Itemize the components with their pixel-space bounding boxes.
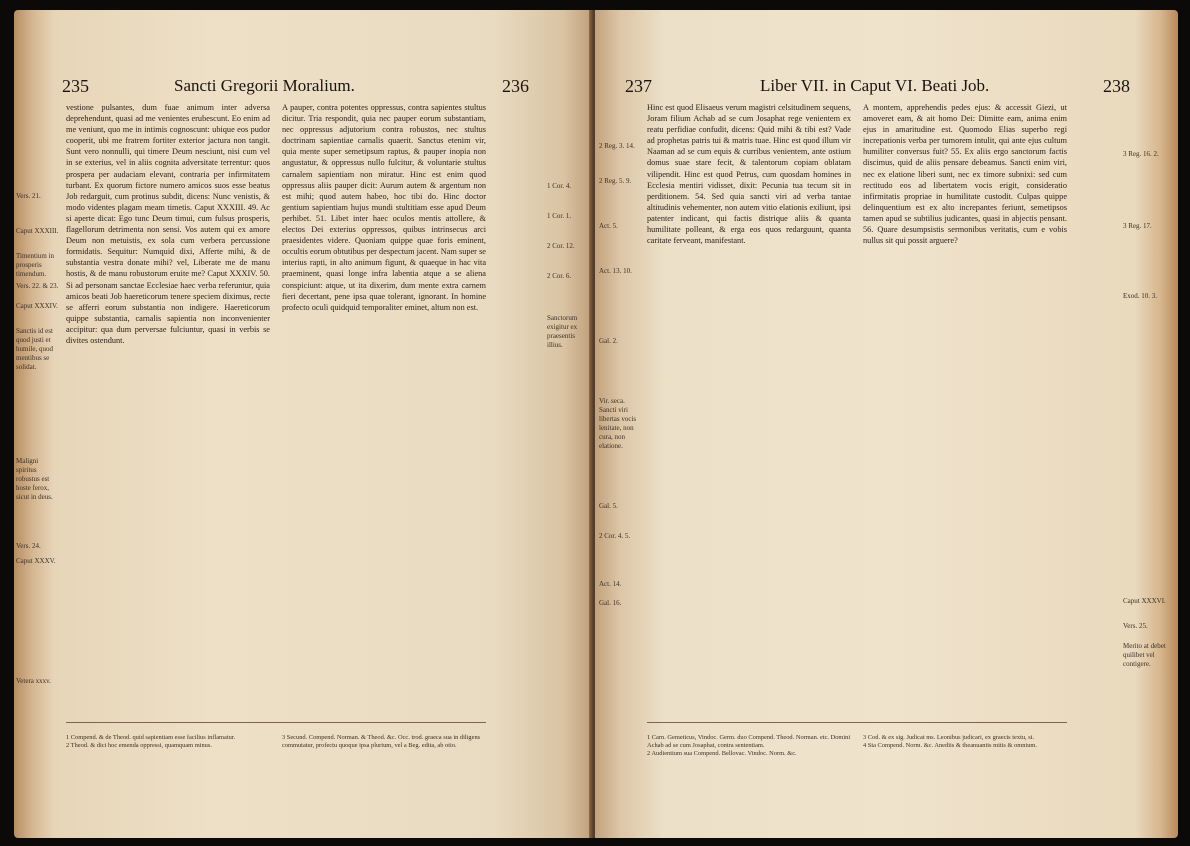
open-book bbox=[14, 10, 1178, 838]
margin-note: 1 Cor. 1. bbox=[547, 212, 572, 220]
margin-note: 3 Reg. 17. bbox=[1123, 222, 1152, 230]
column-text: A montem, apprehendis pedes ejus: & accessit Giezi, ut amoveret eam, & ait homo Dei: Dimitte eam, anima enim ejus in amaritudine est. Quomodo Elias superbo regi increpationis verba per tumorem intulit, qui ante ejus cultum humiliter conversus fuit? 55. Ex aliis ergo sanctorum factis discimus, quid de aliis pensare debeamus. Sancti enim viri, nec ex elatione liberi sunt, nec ex timore subnixi: sed cum rectitudo eos ad libertatem vocis erigit, consideratio infirmitatis propriae in humilitate custodit. Culpas quippe delinquentium est ex alto increpantes feriunt, semetipsos tamen apud se subtilius judicantes, quasi in abjectis pensant. 56. Quare desumpsistis sermonibus veritatis, cum e vobis nullus sit qui possit arguere? bbox=[863, 103, 1067, 246]
margin-note: 1 Cor. 4. bbox=[547, 182, 572, 190]
margin-note: Sanctorum exigitur ex praesentis illius. bbox=[547, 314, 578, 349]
left-footnotes bbox=[66, 734, 486, 750]
left-column-2 bbox=[282, 102, 486, 720]
margin-note: 2 Reg. 3. 14. bbox=[599, 142, 635, 150]
column-text: Hinc est quod Elisaeus verum magistri celsitudinem sequens, Joram filium Achab ad se cum Josaphat rege venientem ex reatu perfidiae confudit, dicens: Quid mihi & tibi est? Vade ad prophetas patris tui & matris tuae. Hinc est quod illum vir Naaman ad se cum equis & curribus venientem, ante ostium domus suae stare fecit, & talentorum copiam oblatam vilipendit. Hinc est quod Petrus, cum quosdam homines in Ecclesia mentiri vidisset, dixit: Pecunia tua tecum sit in perditionem. 54. Sed quia sancti viri ad verba tantae altitudinis vehementer, non autem vitio elationis exiliunt, ipsi patenter indicant, qui factis distrique aliis & quanta humilitate polleant, & erga eos quos redarguunt, quanta caritate ferveant, manifestant. bbox=[647, 103, 851, 246]
margin-note: Merito at debet quilibet vel contigere. bbox=[1123, 642, 1166, 668]
margin-note: 2 Cor. 12. bbox=[547, 242, 575, 250]
margin-note: Vers. 24. bbox=[16, 542, 41, 550]
left-page-folio-a: 235 bbox=[62, 76, 89, 96]
margin-note: Gal. 5. bbox=[599, 502, 618, 510]
margin-note: Caput XXXVI. bbox=[1123, 597, 1166, 605]
footnote-rule bbox=[647, 722, 1067, 723]
footnote-col bbox=[863, 734, 1067, 758]
margin-note: Caput XXXIII. bbox=[16, 227, 59, 235]
left-column-1 bbox=[66, 102, 270, 720]
margin-note: Act. 14. bbox=[599, 580, 622, 588]
margin-note: Vir. seca. Sancti viri libertas vocis lenitate, non cura, non elatione. bbox=[599, 397, 637, 450]
left-page-folio-b: 236 bbox=[502, 76, 529, 96]
left-text-columns bbox=[66, 102, 486, 720]
right-page bbox=[595, 10, 1178, 838]
right-page-folio-a: 237 bbox=[625, 76, 652, 96]
margin-note: Gal. 16. bbox=[599, 599, 622, 607]
margin-note: Act. 5. bbox=[599, 222, 618, 230]
margin-note: Caput XXXV. bbox=[16, 557, 56, 565]
right-page-folio-b: 238 bbox=[1103, 76, 1130, 96]
footnote: 3 Cod. & ex sig. Judicat ms. Leonibus judicari, ex graecis textu, si. bbox=[863, 734, 1035, 741]
margin-note: Vetera xxxv. bbox=[16, 677, 51, 685]
margin-note: Act. 13. 10. bbox=[599, 267, 632, 275]
margin-note: 2 Cor. 6. bbox=[547, 272, 572, 280]
margin-note: Sanctis id est quod justi et humile, quod mentibus se solidat. bbox=[16, 327, 53, 371]
margin-note: 2 Reg. 5. 9. bbox=[599, 177, 632, 185]
footnote-col bbox=[282, 734, 486, 750]
right-page-header-title: Liber VII. in Caput VI. Beati Job. bbox=[760, 76, 990, 95]
footnote: 4 Sta Compend. Norm. &c. Anediis & theanuantis mitis & omnium. bbox=[863, 742, 1037, 749]
right-text-columns bbox=[647, 102, 1067, 720]
margin-note: 2 Cor. 4. 5. bbox=[599, 532, 631, 540]
right-footnotes bbox=[647, 734, 1067, 758]
margin-note: Vers. 25. bbox=[1123, 622, 1148, 630]
column-text: A pauper, contra potentes oppressus, contra sapientes stultus dicitur. Tria respondit, quia nec pauper eorum substantiam, nec oppressus adjutorium contra robustos, nec stultus doctrinam sapientiae carnalis quaerit. Sanctus etenim vir, quia mente super semetipsum raptus, & pauper inopia non angustatur, & oppressus nullo fulcitur, & voluntarie stultus carnalem sapientiam non miratur. Hinc est enim quod oppressus aliis pauper dicit: Aurum autem & argentum non est mihi; quod autem habeo, hoc tibi do. Hinc doctor gentium sapientiam hujus mundi stultitiam esse apud Deum perhibet. 51. Libet inter haec oculos mentis attollere, & electos Dei exterius oppressos, quibus intrinsecus arci praesidentes videre. Quoniam quippe quae foris eminent, occultis eorum obtutibus per despectum jacent. Nam super se interius rapti, in alto animum figunt, & quaeque in hac vita praeminent, quasi longe infra labentia atque a se aliena conspiciunt: atque, ut ita dixerim, dum mente extra carnem fieri decertant, pene ipsa quae tolerant, ignorant. In homine profecto oculi quidquid temporaliter eminet, altum non est. bbox=[282, 103, 486, 312]
margin-note: Gal. 2. bbox=[599, 337, 618, 345]
right-column-2 bbox=[863, 102, 1067, 720]
margin-note: Caput XXXIV. bbox=[16, 302, 58, 310]
column-text: vestione pulsantes, dum fuae animum inter adversa deprehendunt, quasi ad me venientes erubescunt. Eo enim ad me veniunt, quo me in intimis cognoscunt: ubique eos pudor cooperit, ubi me fratrem fortiter exterior jactura non tangit. Sunt vero nonnulli, qui timere Deum nesciunt, nisi cum vel in se exterius, vel in aliis cognita adversitate terrentur: quos prospera per audaciam elevant, contraria per infirmitatem turbant. Ex quorum fictore numero amicos suos esse beatus Job redarguit, cum protinus subdit, dicens: Nunc venistis, & modo videntes plagam meam timetis. Caput XXXIII. 49. Ac si aperte dicat: Ego tunc Deum timui, cum fulsus prosperis, flagellorum detrimenta non sensi. Vos autem qui ex amore Deum non metuistis, ex sola cum verbera percussione formidatis. Sequitur: Numquid dixi, Afferte mihi, & de substantia vestra donate mihi? vel, Liberate me de manu hostis, & de manu robustorum eruite me? Caput XXXIV. 50. Si ad personam sanctae Ecclesiae haec verba referuntur, quia amicos beati Job haereticorum tenere speciem diximus, recte se afferri eorum substantia non indigere. Haereticorum quippe substantia, carnalis sapientia non inconvenienter accipitur: qua dum perversae fulciuntur, quasi in verbis se divites ostendunt. bbox=[66, 103, 270, 345]
right-column-1 bbox=[647, 102, 851, 720]
footnote-col bbox=[647, 734, 851, 758]
footnote: 2 Audientium sua Compend. Bellovac. Vindoc. Norm. &c. bbox=[647, 750, 797, 757]
margin-note: Maligni spiritus robustus est hoste ferox, sicut in deus. bbox=[16, 457, 53, 501]
footnote-col bbox=[66, 734, 270, 750]
margin-note: Timentium in prosperis timendum. bbox=[16, 252, 55, 278]
footnote: 1 Compend. & de Theod. quid sapientiam esse facilius inflamatur. bbox=[66, 734, 236, 741]
margin-note: Vers. 22. & 23. bbox=[16, 282, 59, 290]
left-page bbox=[14, 10, 593, 838]
footnote: 2 Theod. & dici hoc emenda oppressi, quamquam minus. bbox=[66, 742, 212, 749]
footnote: 3 Secund. Compend. Norman. & Theod. &c. Occ. trod. graeca sua in diligens commutatur, profectu quoque ipsa plurium, vel a Beg. edita, ab otio. bbox=[282, 734, 481, 749]
footnote: 1 Carn. Gemeticus, Vindoc. Germ. duo Compend. Theod. Norman. etc. Domini Achab ad se cum Josaphat, contra sententiam. bbox=[647, 734, 851, 749]
left-page-header-title: Sancti Gregorii Moralium. bbox=[174, 76, 355, 95]
footnote-rule bbox=[66, 722, 486, 723]
margin-note: Exod. 10. 3. bbox=[1123, 292, 1158, 300]
margin-note: 3 Reg. 16. 2. bbox=[1123, 150, 1159, 158]
margin-note: Vers. 21. bbox=[16, 192, 41, 200]
